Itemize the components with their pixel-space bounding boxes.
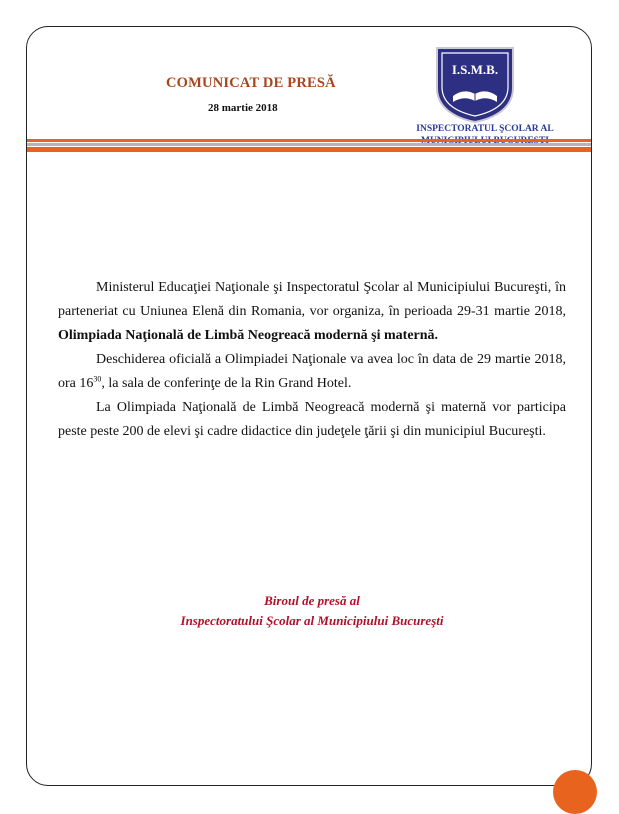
header-divider-orange-top	[27, 139, 591, 142]
time-minutes-superscript: 30	[93, 374, 102, 384]
ismb-logo	[433, 44, 517, 124]
paragraph-2-rest: , la sala de conferinţe de la Rin Grand Hotel.	[101, 376, 352, 391]
institution-line-1: INSPECTORATUL ŞCOLAR AL	[416, 124, 554, 134]
paragraph-2-text: Deschiderea oficială a Olimpiadei Naţionale va avea loc în data de 29 martie 2018, ora 16	[58, 352, 566, 391]
header-divider-gray	[27, 143, 591, 146]
press-date: 28 martie 2018	[208, 102, 278, 114]
corner-decoration	[553, 770, 597, 814]
paragraph-2	[58, 348, 566, 396]
page-title: COMUNICAT DE PRESĂ	[166, 75, 336, 91]
paragraph-1	[58, 276, 566, 348]
signature-line-1: Biroul de presă al	[264, 593, 360, 608]
header-divider-orange-bottom	[27, 147, 591, 152]
paragraph-3: La Olimpiada Naţională de Limbă Neogreacă modernă şi maternă vor participa peste peste 200 de elevi şi cadre didactice din judeţele ţării şi din municipiul Bucureşti.	[58, 400, 566, 439]
signature-block	[58, 591, 566, 631]
logo-text: I.S.M.B.	[451, 62, 499, 77]
press-release-body	[58, 276, 566, 444]
olympiad-name: Olimpiada Naţională de Limbă Neogreacă modernă şi maternă.	[58, 328, 439, 343]
signature-line-2: Inspectoratului Şcolar al Municipiului Bucureşti	[180, 613, 444, 628]
paragraph-1-text: Ministerul Educaţiei Naţionale şi Inspectoratul Şcolar al Municipiului Bucureşti, în parteneriat cu Uniunea Elenă din Romania, vor organiza, în perioada 29-31 martie 2018,	[58, 280, 566, 319]
